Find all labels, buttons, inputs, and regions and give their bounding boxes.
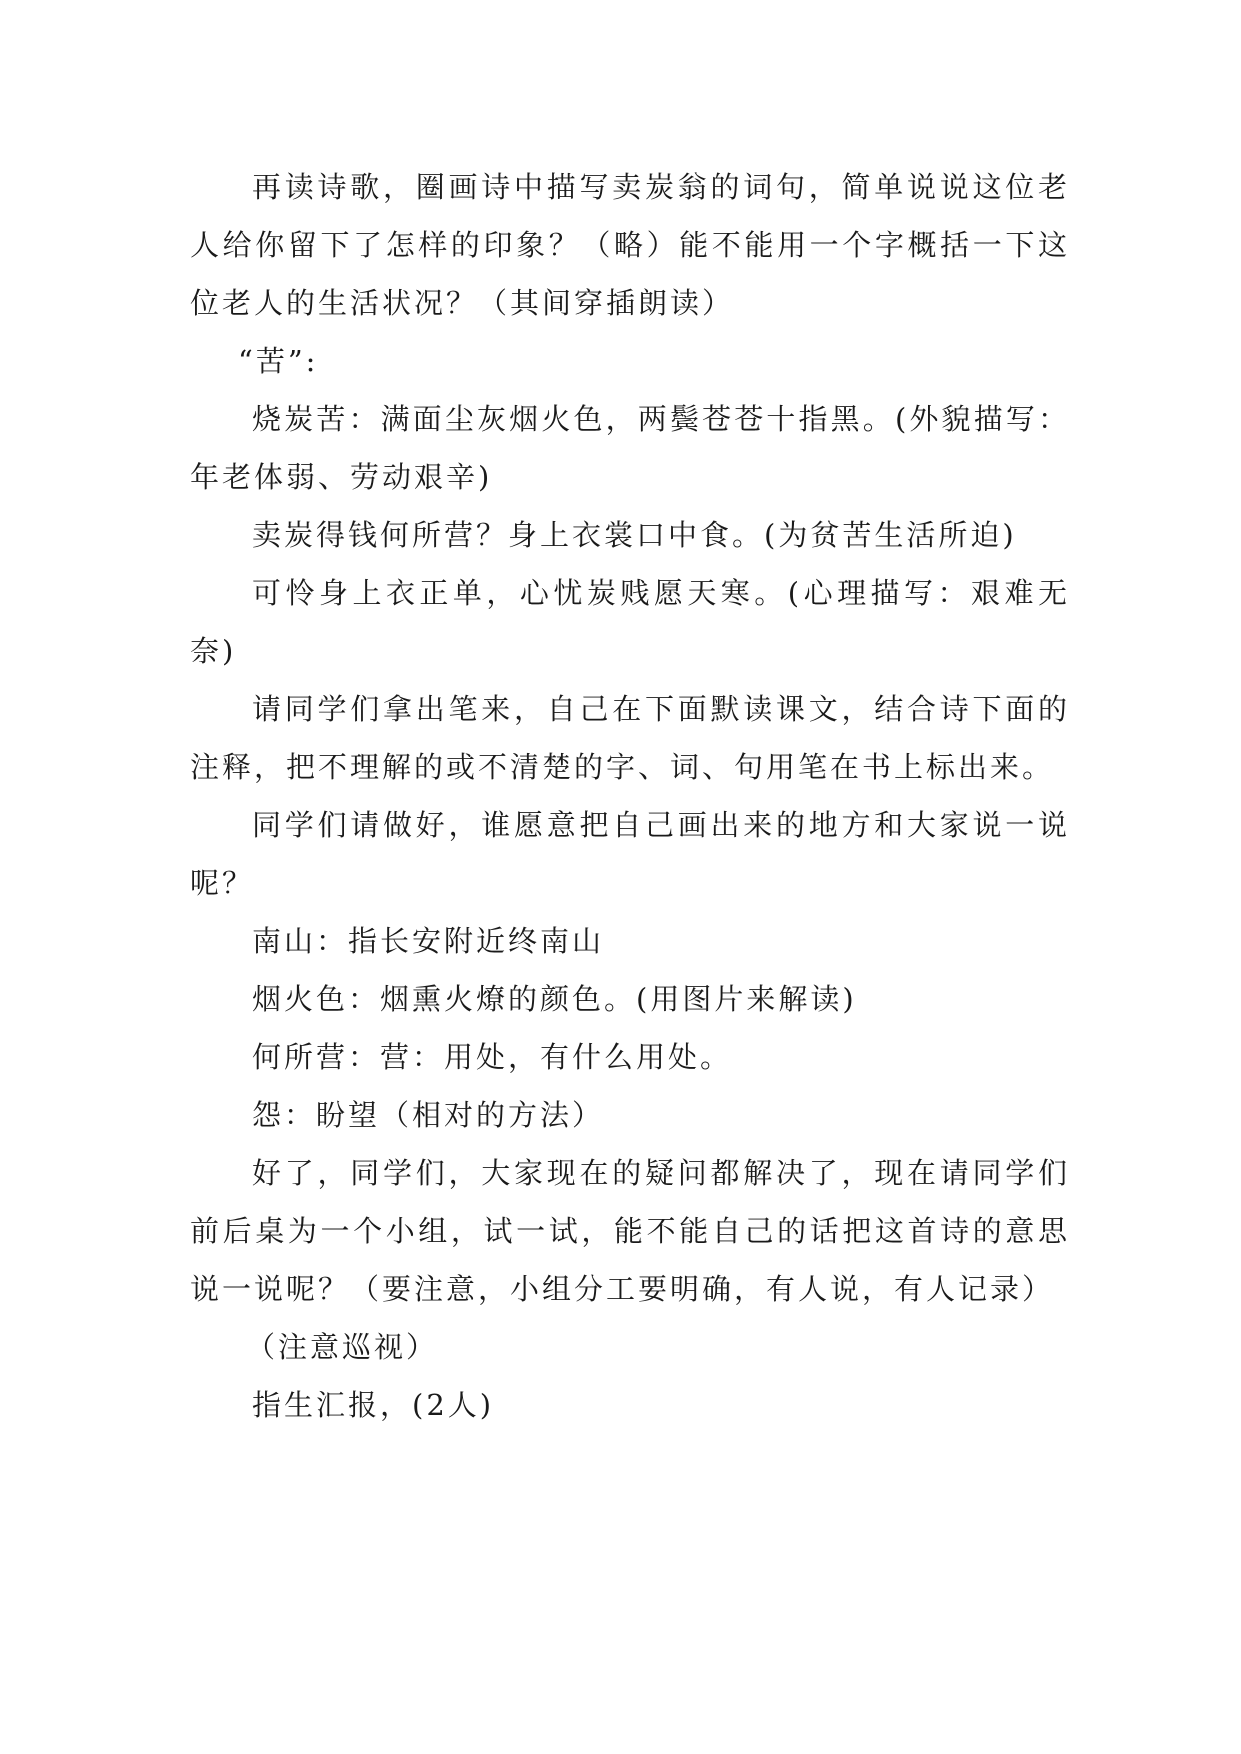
paragraph-selling-charcoal: 卖炭得钱何所营？身上衣裳口中食。(为贫苦生活所迫) bbox=[252, 518, 1017, 552]
paragraph-burning-charcoal: 烧炭苦：满面尘灰烟火色，两鬓苍苍十指黑。(外貌描写：年老体弱、劳动艰辛) bbox=[190, 402, 1070, 494]
paragraph-group-work: 好了，同学们，大家现在的疑问都解决了，现在请同学们前后桌为一个小组，试一试，能不能自己的话把这首诗的意思说一说呢？（要注意，小组分工要明确，有人说，有人记录） bbox=[190, 1156, 1070, 1306]
paragraph-silent-reading: 请同学们拿出笔来，自己在下面默读课文，结合诗下面的注释，把不理解的或不清楚的字、词、句用笔在书上标出来。 bbox=[190, 692, 1070, 784]
paragraph-psychology: 可怜身上衣正单，心忧炭贱愿天寒。(心理描写：艰难无奈) bbox=[190, 576, 1070, 668]
paragraph-patrol-note: （注意巡视） bbox=[246, 1330, 439, 1364]
paragraph-note-hesuoying: 何所营：营：用处，有什么用处。 bbox=[252, 1040, 733, 1074]
paragraph-student-report: 指生汇报，(2人) bbox=[252, 1388, 495, 1422]
paragraph-note-yuan: 怨：盼望（相对的方法） bbox=[252, 1098, 605, 1132]
paragraph-keyword-ku: “苦”: bbox=[238, 344, 319, 378]
paragraph-note-nanshan: 南山：指长安附近终南山 bbox=[252, 924, 605, 958]
paragraph-share-question: 同学们请做好，谁愿意把自己画出来的地方和大家说一说呢？ bbox=[190, 808, 1070, 900]
document-body bbox=[190, 158, 1070, 1434]
paragraph-note-yanhuose: 烟火色：烟熏火燎的颜色。(用图片来解读) bbox=[252, 982, 857, 1016]
paragraph-reread-poem: 再读诗歌，圈画诗中描写卖炭翁的词句，简单说说这位老人给你留下了怎样的印象？（略）能不能用一个字概括一下这位老人的生活状况？（其间穿插朗读） bbox=[190, 170, 1070, 320]
